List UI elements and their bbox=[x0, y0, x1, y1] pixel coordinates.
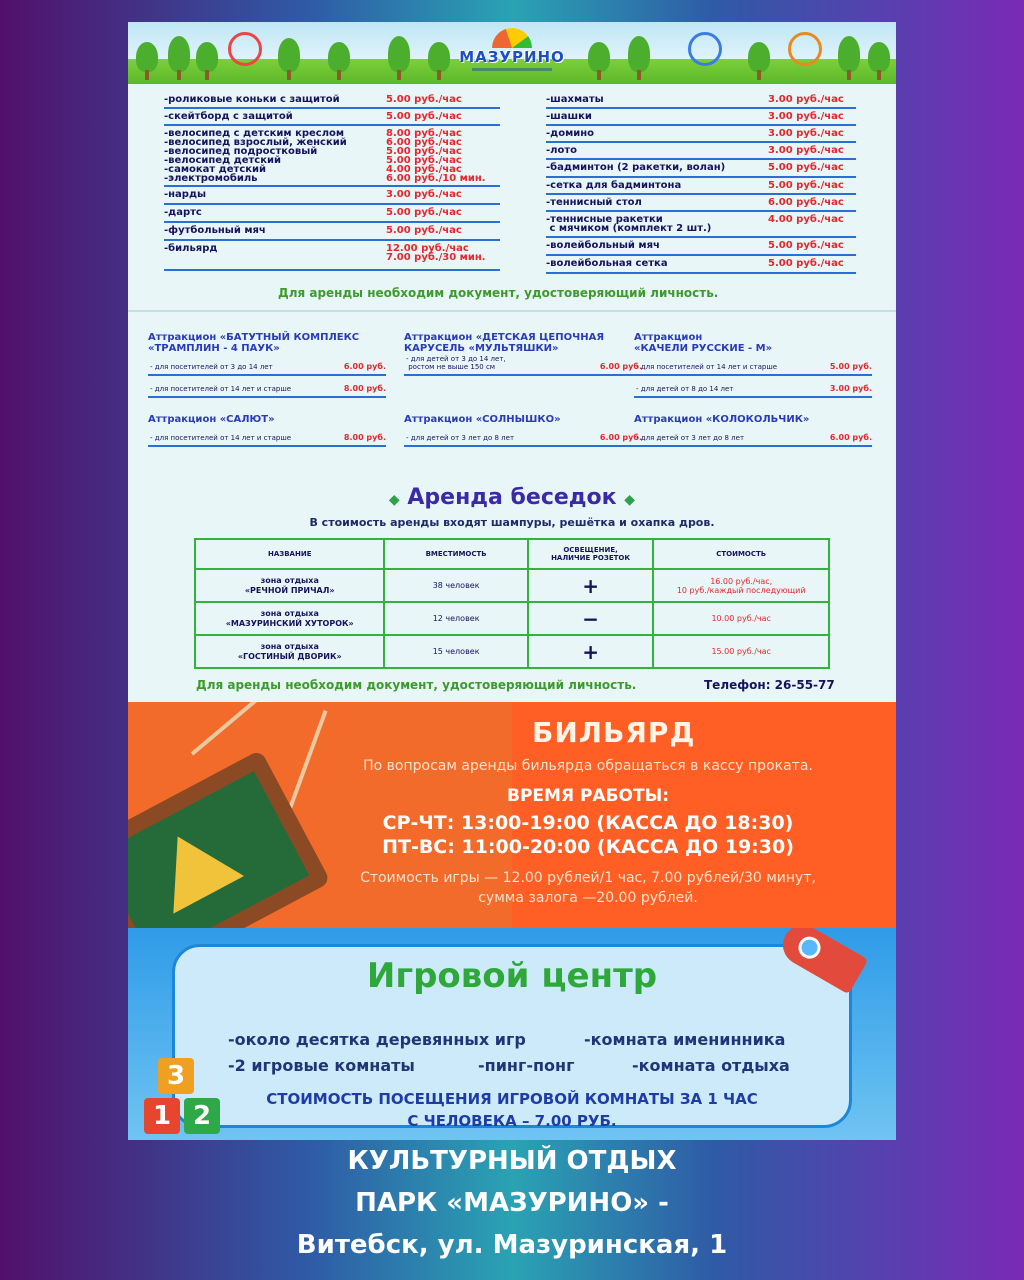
price-poster bbox=[128, 22, 896, 1140]
footer-address: Витебск, ул. Мазуринская, 1 bbox=[296, 1230, 728, 1260]
attraction-price-label: - для детей от 3 до 14 лет, ростом не выше 150 см bbox=[406, 355, 506, 371]
tree-icon bbox=[328, 42, 350, 72]
rental-item-name: -волейбольная сетка bbox=[546, 258, 668, 269]
gazebo-row bbox=[195, 569, 829, 602]
attraction-price-row bbox=[148, 356, 386, 376]
rental-item-name: -теннисный стол bbox=[546, 197, 642, 208]
rental-item-name: -футбольный мяч bbox=[164, 225, 266, 236]
attraction-price-row bbox=[634, 378, 872, 398]
attraction-price-value: 6.00 руб. bbox=[829, 433, 872, 442]
rental-row bbox=[546, 126, 856, 143]
gazebo-capacity: 38 человек bbox=[384, 569, 527, 602]
hours-title: ВРЕМЯ РАБОТЫ: bbox=[507, 786, 669, 806]
gazebo-column-header: НАЗВАНИЕ bbox=[195, 539, 384, 569]
game-center-cost-value: С ЧЕЛОВЕКА – 7.00 РУБ. bbox=[407, 1112, 617, 1130]
billiards-info: По вопросам аренды бильярда обращаться в кассу проката. bbox=[363, 758, 813, 774]
tree-icon bbox=[388, 36, 410, 72]
attraction-price-row bbox=[404, 427, 642, 447]
game-item: -комната отдыха bbox=[632, 1056, 790, 1075]
billiards-deposit: сумма залога —20.00 рублей. bbox=[478, 890, 698, 906]
rental-item-name: -шахматы bbox=[546, 94, 604, 105]
rental-item-name: -дартс bbox=[164, 207, 202, 218]
billiards-section bbox=[128, 702, 896, 928]
rental-item-name: -бадминтон (2 ракетки, волан) bbox=[546, 162, 726, 173]
rental-list-left bbox=[164, 92, 500, 271]
rental-item-price: 5.00 руб./час bbox=[386, 111, 462, 122]
attraction-price-label: - для посетителей от 3 до 14 лет bbox=[150, 363, 273, 371]
rental-item-name: -волейбольный мяч bbox=[546, 240, 660, 251]
rental-item-price: 5.00 руб./час bbox=[386, 94, 462, 105]
attraction-title: Аттракцион «КАЧЕЛИ РУССКИЕ - М» bbox=[634, 332, 773, 354]
game-center-title: Игровой центр bbox=[366, 956, 658, 996]
rental-item-price: 5.00 руб./час bbox=[386, 225, 462, 236]
rental-item-price: 3.00 руб./час bbox=[768, 94, 844, 105]
rental-item-price: 4.00 руб./час bbox=[768, 214, 844, 225]
rental-item-price: 5.00 руб./час bbox=[386, 207, 462, 218]
game-item: -2 игровые комнаты bbox=[228, 1056, 415, 1075]
rental-item-name: -шашки bbox=[546, 111, 592, 122]
ferris-wheel-icon bbox=[788, 32, 822, 66]
rental-item-price: 5.00 руб./час bbox=[768, 180, 844, 191]
rental-item-price: 12.00 руб./час 7.00 руб./30 мин. bbox=[386, 243, 486, 263]
attraction-title: Аттракцион «СОЛНЫШКО» bbox=[404, 414, 561, 425]
footer-line-1: КУЛЬТУРНЫЙ ОТДЫХ bbox=[347, 1146, 677, 1176]
attraction-price-row bbox=[634, 356, 872, 376]
section-divider bbox=[128, 310, 896, 312]
attraction-card bbox=[404, 414, 642, 447]
attraction-price-row bbox=[148, 427, 386, 447]
gazebo-cost: 16.00 руб./час, 10 руб./каждый последующий bbox=[653, 569, 829, 602]
attraction-title: Аттракцион «БАТУТНЫЙ КОМПЛЕКС «ТРАМПЛИН - 4 ПАУК» bbox=[148, 332, 360, 354]
game-center-section bbox=[128, 928, 896, 1140]
phone-number: Телефон: 26-55-77 bbox=[704, 678, 835, 692]
rental-row bbox=[546, 92, 856, 109]
tree-icon bbox=[868, 42, 890, 72]
rental-item-price: 5.00 руб./час bbox=[768, 162, 844, 173]
park-header-banner bbox=[128, 22, 896, 84]
rental-item-name: -сетка для бадминтона bbox=[546, 180, 682, 191]
rental-item-price: 8.00 руб./час 6.00 руб./час 5.00 руб./час 5.00 руб./час 4.00 руб./час 6.00 руб./10 мин. bbox=[386, 128, 486, 184]
billiards-title: БИЛЬЯРД bbox=[532, 716, 696, 749]
park-logo bbox=[458, 28, 566, 72]
attraction-price-label: - для детей от 3 лет до 8 лет bbox=[636, 434, 745, 442]
rental-row bbox=[546, 212, 856, 238]
attraction-price-value: 8.00 руб. bbox=[343, 433, 386, 442]
attraction-price-row bbox=[148, 378, 386, 398]
rental-item-name: -лото bbox=[546, 145, 578, 156]
attraction-price-label: - для посетителей от 14 лет и старше bbox=[150, 385, 292, 393]
gazebo-lighting: + bbox=[528, 635, 654, 668]
rainbow-arc-icon bbox=[492, 28, 532, 48]
game-item: -комната именинника bbox=[584, 1030, 786, 1049]
tree-icon bbox=[428, 42, 450, 72]
attraction-card bbox=[148, 414, 386, 447]
gazebo-name: зона отдыха «РЕЧНОЙ ПРИЧАЛ» bbox=[195, 569, 384, 602]
rental-row bbox=[164, 223, 500, 241]
gazebo-row bbox=[195, 602, 829, 635]
rental-id-note: Для аренды необходим документ, удостоверяющий личность. bbox=[278, 286, 719, 300]
rental-item-name: -домино bbox=[546, 128, 595, 139]
rental-item-name: -велосипед с детским креслом -велосипед взрослый, женский -велосипед подростковый -велосипед детский -самокат детский -электромобиль bbox=[164, 128, 347, 184]
attraction-title: Аттракцион «ДЕТСКАЯ ЦЕПОЧНАЯ КАРУСЕЛЬ «МУЛЬТЯШКИ» bbox=[404, 332, 605, 354]
attraction-price-value: 3.00 руб. bbox=[829, 384, 872, 393]
gazebo-column-header: ВМЕСТИМОСТЬ bbox=[384, 539, 527, 569]
rental-item-price: 6.00 руб./час bbox=[768, 197, 844, 208]
game-item: -около десятка деревянных игр bbox=[228, 1030, 526, 1049]
hours-weekend: ПТ-ВС: 11:00-20:00 (КАССА ДО 19:30) bbox=[382, 836, 794, 858]
gazebo-column-header: ОСВЕЩЕНИЕ, НАЛИЧИЕ РОЗЕТОК bbox=[528, 539, 654, 569]
rental-item-price: 3.00 руб./час bbox=[768, 128, 844, 139]
attraction-card bbox=[148, 332, 386, 398]
gazebo-name: зона отдыха «ГОСТИНЫЙ ДВОРИК» bbox=[195, 635, 384, 668]
rental-item-name: -роликовые коньки с защитой bbox=[164, 94, 340, 105]
attraction-card bbox=[634, 332, 872, 398]
attraction-price-label: - для детей от 8 до 14 лет bbox=[636, 385, 734, 393]
rental-item-name: -теннисные ракетки с мячиком (комплект 2 шт.) bbox=[546, 214, 712, 234]
attraction-title: Аттракцион «САЛЮТ» bbox=[148, 414, 275, 425]
gazebo-table bbox=[194, 538, 830, 669]
gazebo-capacity: 15 человек bbox=[384, 635, 527, 668]
tree-icon bbox=[278, 38, 300, 72]
tree-icon bbox=[628, 36, 650, 72]
attraction-price-row bbox=[634, 427, 872, 447]
attraction-card bbox=[634, 414, 872, 447]
rental-item-name: -нарды bbox=[164, 189, 207, 200]
attraction-title: Аттракцион «КОЛОКОЛЬЧИК» bbox=[634, 414, 810, 425]
ferris-wheel-icon bbox=[228, 32, 262, 66]
rental-row bbox=[164, 126, 500, 187]
rental-row bbox=[546, 143, 856, 160]
tree-icon bbox=[136, 42, 158, 72]
rental-item-price: 3.00 руб./час bbox=[768, 111, 844, 122]
gazebo-cost: 15.00 руб./час bbox=[653, 635, 829, 668]
gazebo-title-text: Аренда беседок bbox=[407, 485, 617, 510]
rental-item-price: 5.00 руб./час bbox=[768, 258, 844, 269]
attraction-price-row bbox=[404, 356, 642, 376]
attraction-card bbox=[404, 332, 642, 376]
gazebo-lighting: + bbox=[528, 569, 654, 602]
gazebo-subtitle: В стоимость аренды входят шампуры, решётка и охапка дров. bbox=[309, 516, 715, 529]
gazebo-cost: 10.00 руб./час bbox=[653, 602, 829, 635]
hours-weekday: СР-ЧТ: 13:00-19:00 (КАССА ДО 18:30) bbox=[382, 812, 794, 834]
gazebo-row bbox=[195, 635, 829, 668]
diamond-icon: ◆ bbox=[388, 492, 400, 508]
rental-item-name: -скейтборд с защитой bbox=[164, 111, 293, 122]
rental-item-price: 5.00 руб./час bbox=[768, 240, 844, 251]
toy-block-icon: 2 bbox=[184, 1098, 220, 1134]
gazebo-column-header: СТОИМОСТЬ bbox=[653, 539, 829, 569]
rental-list-right bbox=[546, 92, 856, 274]
billiards-price: Стоимость игры — 12.00 рублей/1 час, 7.00 рублей/30 минут, bbox=[360, 870, 816, 886]
gazebo-capacity: 12 человек bbox=[384, 602, 527, 635]
logo-text: МАЗУРИНО bbox=[459, 48, 565, 66]
attraction-price-value: 6.00 руб. bbox=[343, 362, 386, 371]
diamond-icon: ◆ bbox=[624, 492, 636, 508]
rental-item-price: 3.00 руб./час bbox=[768, 145, 844, 156]
rental-item-name: -бильярд bbox=[164, 243, 218, 254]
tree-icon bbox=[588, 42, 610, 72]
attraction-price-value: 6.00 руб. bbox=[599, 433, 642, 442]
gazebo-lighting: − bbox=[528, 602, 654, 635]
rental-row bbox=[546, 160, 856, 178]
rental-row bbox=[164, 109, 500, 126]
attraction-price-label: - для посетителей от 14 лет и старше bbox=[636, 363, 778, 371]
gazebo-title bbox=[128, 485, 896, 510]
logo-tagline-bar bbox=[472, 68, 552, 71]
rental-item-price: 3.00 руб./час bbox=[386, 189, 462, 200]
tree-icon bbox=[168, 36, 190, 72]
rental-row bbox=[546, 178, 856, 195]
attraction-price-label: - для посетителей от 14 лет и старше bbox=[150, 434, 292, 442]
tree-icon bbox=[196, 42, 218, 72]
attraction-price-label: - для детей от 3 лет до 8 лет bbox=[406, 434, 515, 442]
gazebo-name: зона отдыха «МАЗУРИНСКИЙ ХУТОРОК» bbox=[195, 602, 384, 635]
rental-row bbox=[164, 205, 500, 223]
attraction-price-value: 5.00 руб. bbox=[829, 362, 872, 371]
rental-row bbox=[546, 256, 856, 274]
attraction-price-value: 6.00 руб. bbox=[599, 362, 642, 371]
tree-icon bbox=[838, 36, 860, 72]
game-center-cost: СТОИМОСТЬ ПОСЕЩЕНИЯ ИГРОВОЙ КОМНАТЫ ЗА 1 ЧАС bbox=[266, 1090, 758, 1108]
rental-row bbox=[546, 238, 856, 256]
ferris-wheel-icon bbox=[688, 32, 722, 66]
rental-row bbox=[164, 241, 500, 271]
tree-icon bbox=[748, 42, 770, 72]
rental-row bbox=[546, 109, 856, 126]
rental-row bbox=[164, 92, 500, 109]
toy-block-icon: 3 bbox=[158, 1058, 194, 1094]
footer-line-2: ПАРК «МАЗУРИНО» - bbox=[355, 1188, 669, 1218]
gazebo-id-note: Для аренды необходим документ, удостоверяющий личность. bbox=[196, 678, 637, 692]
rental-row bbox=[546, 195, 856, 212]
toy-block-icon: 1 bbox=[144, 1098, 180, 1134]
game-item: -пинг-понг bbox=[478, 1056, 575, 1075]
attraction-price-value: 8.00 руб. bbox=[343, 384, 386, 393]
rental-row bbox=[164, 187, 500, 205]
ball-rack-icon bbox=[142, 818, 244, 914]
